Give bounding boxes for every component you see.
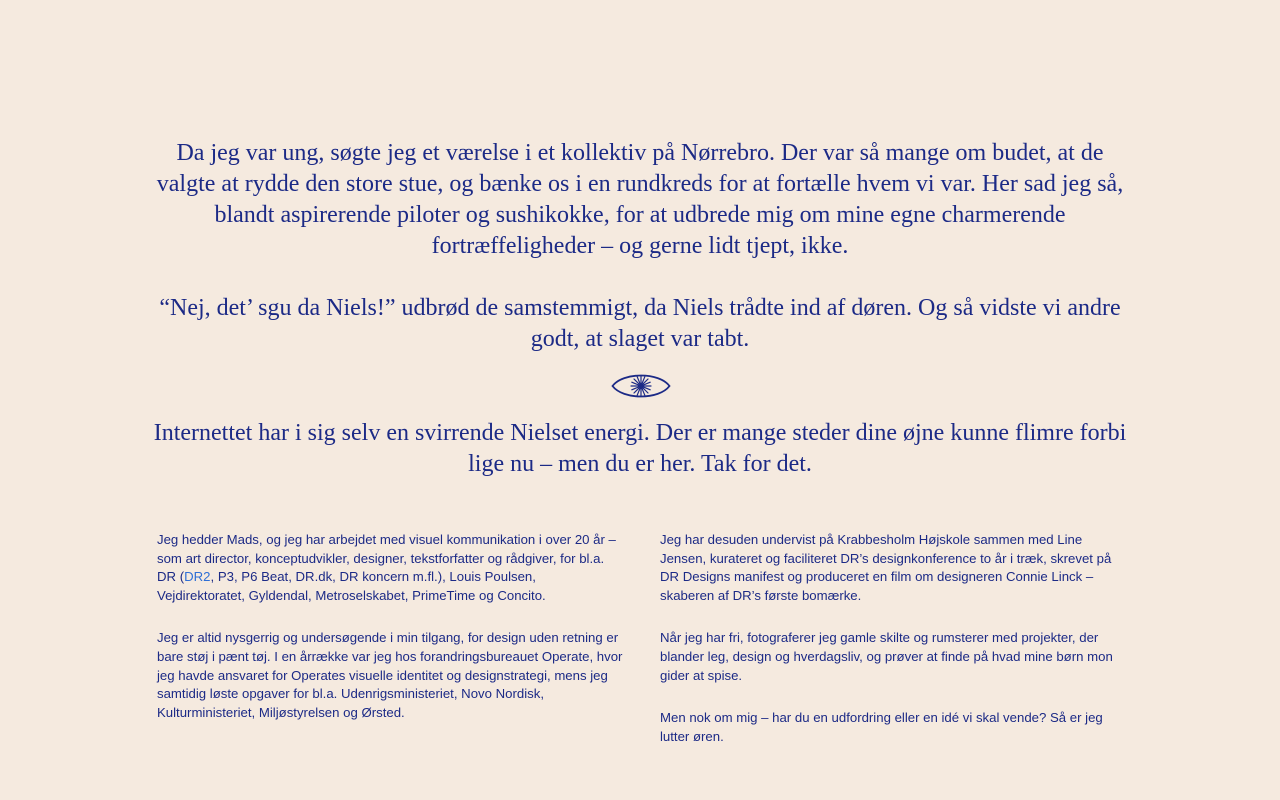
eye-icon	[611, 369, 671, 403]
dr2-link[interactable]: DR2	[184, 569, 211, 585]
about-column-right	[660, 531, 1126, 770]
intro-story	[150, 138, 1130, 355]
about-paragraph	[157, 531, 623, 606]
outro-statement: Internettet har i sig selv en svirrende Nielset energi. Der er mange steder dine øjne kunne flimre forbi lige nu – men du er her. Tak for det.	[153, 420, 1127, 477]
about-text: Jeg hedder Mads, og jeg har arbejdet med visuel kommunikation i over 20 år – som art director, konceptudvikler, designer, tekstforfatter og rådgiver, for bl.a. DR (	[157, 532, 616, 585]
about-paragraph: Men nok om mig – har du en udfordring eller en idé vi skal vende? Så er jeg lutter øren.	[660, 709, 1103, 744]
about-paragraph: Når jeg har fri, fotograferer jeg gamle skilte og rumsterer med projekter, der blander leg, design og hverdagsliv, og prøver at finde på hvad mine børn mon gider at spise.	[660, 630, 1113, 683]
about-column-left	[157, 531, 623, 746]
about-text: , P3, P6 Beat, DR.dk, DR koncern m.fl.), Louis Poulsen, Vejdirektoratet, Gyldendal, Metroselskabet, PrimeTime og Concito.	[157, 569, 546, 604]
intro-quote-paragraph: “Nej, det’ sgu da Niels!” udbrød de samstemmigt, da Niels trådte ind af døren. Og så vidste vi andre godt, at slaget var tabt.	[159, 295, 1121, 352]
about-paragraph: Jeg er altid nysgerrig og undersøgende i min tilgang, for design uden retning er bare støj i pænt tøj. I en årrække var jeg hos forandringsbureauet Operate, hvor jeg havde ansvaret for Operates visuelle identitet og designstrategi, mens jeg samtidig løste opgaver for bl.a. Udenrigsministeriet, Novo Nordisk, Kulturministeriet, Miljøstyrelsen og Ørsted.	[157, 630, 623, 721]
about-paragraph: Jeg har desuden undervist på Krabbesholm Højskole sammen med Line Jensen, kurateret og faciliteret DR’s designkonference to år i træk, skrevet på DR Designs manifest og produceret en film om designeren Connie Linck – skaberen af DR’s første bomærke.	[660, 532, 1112, 604]
paragraph-spacer	[150, 262, 1130, 293]
intro-paragraph: Da jeg var ung, søgte jeg et værelse i et kollektiv på Nørrebro. Der var så mange om budet, at de valgte at rydde den store stue, og bænke os i en rundkreds for at fortælle hvem vi var. Her sad jeg så, blandt aspirerende piloter og sushikokke, for at udbrede mig om mine egne charmerende fortræffeligheder – og gerne lidt tjept, ikke.	[156, 140, 1124, 259]
